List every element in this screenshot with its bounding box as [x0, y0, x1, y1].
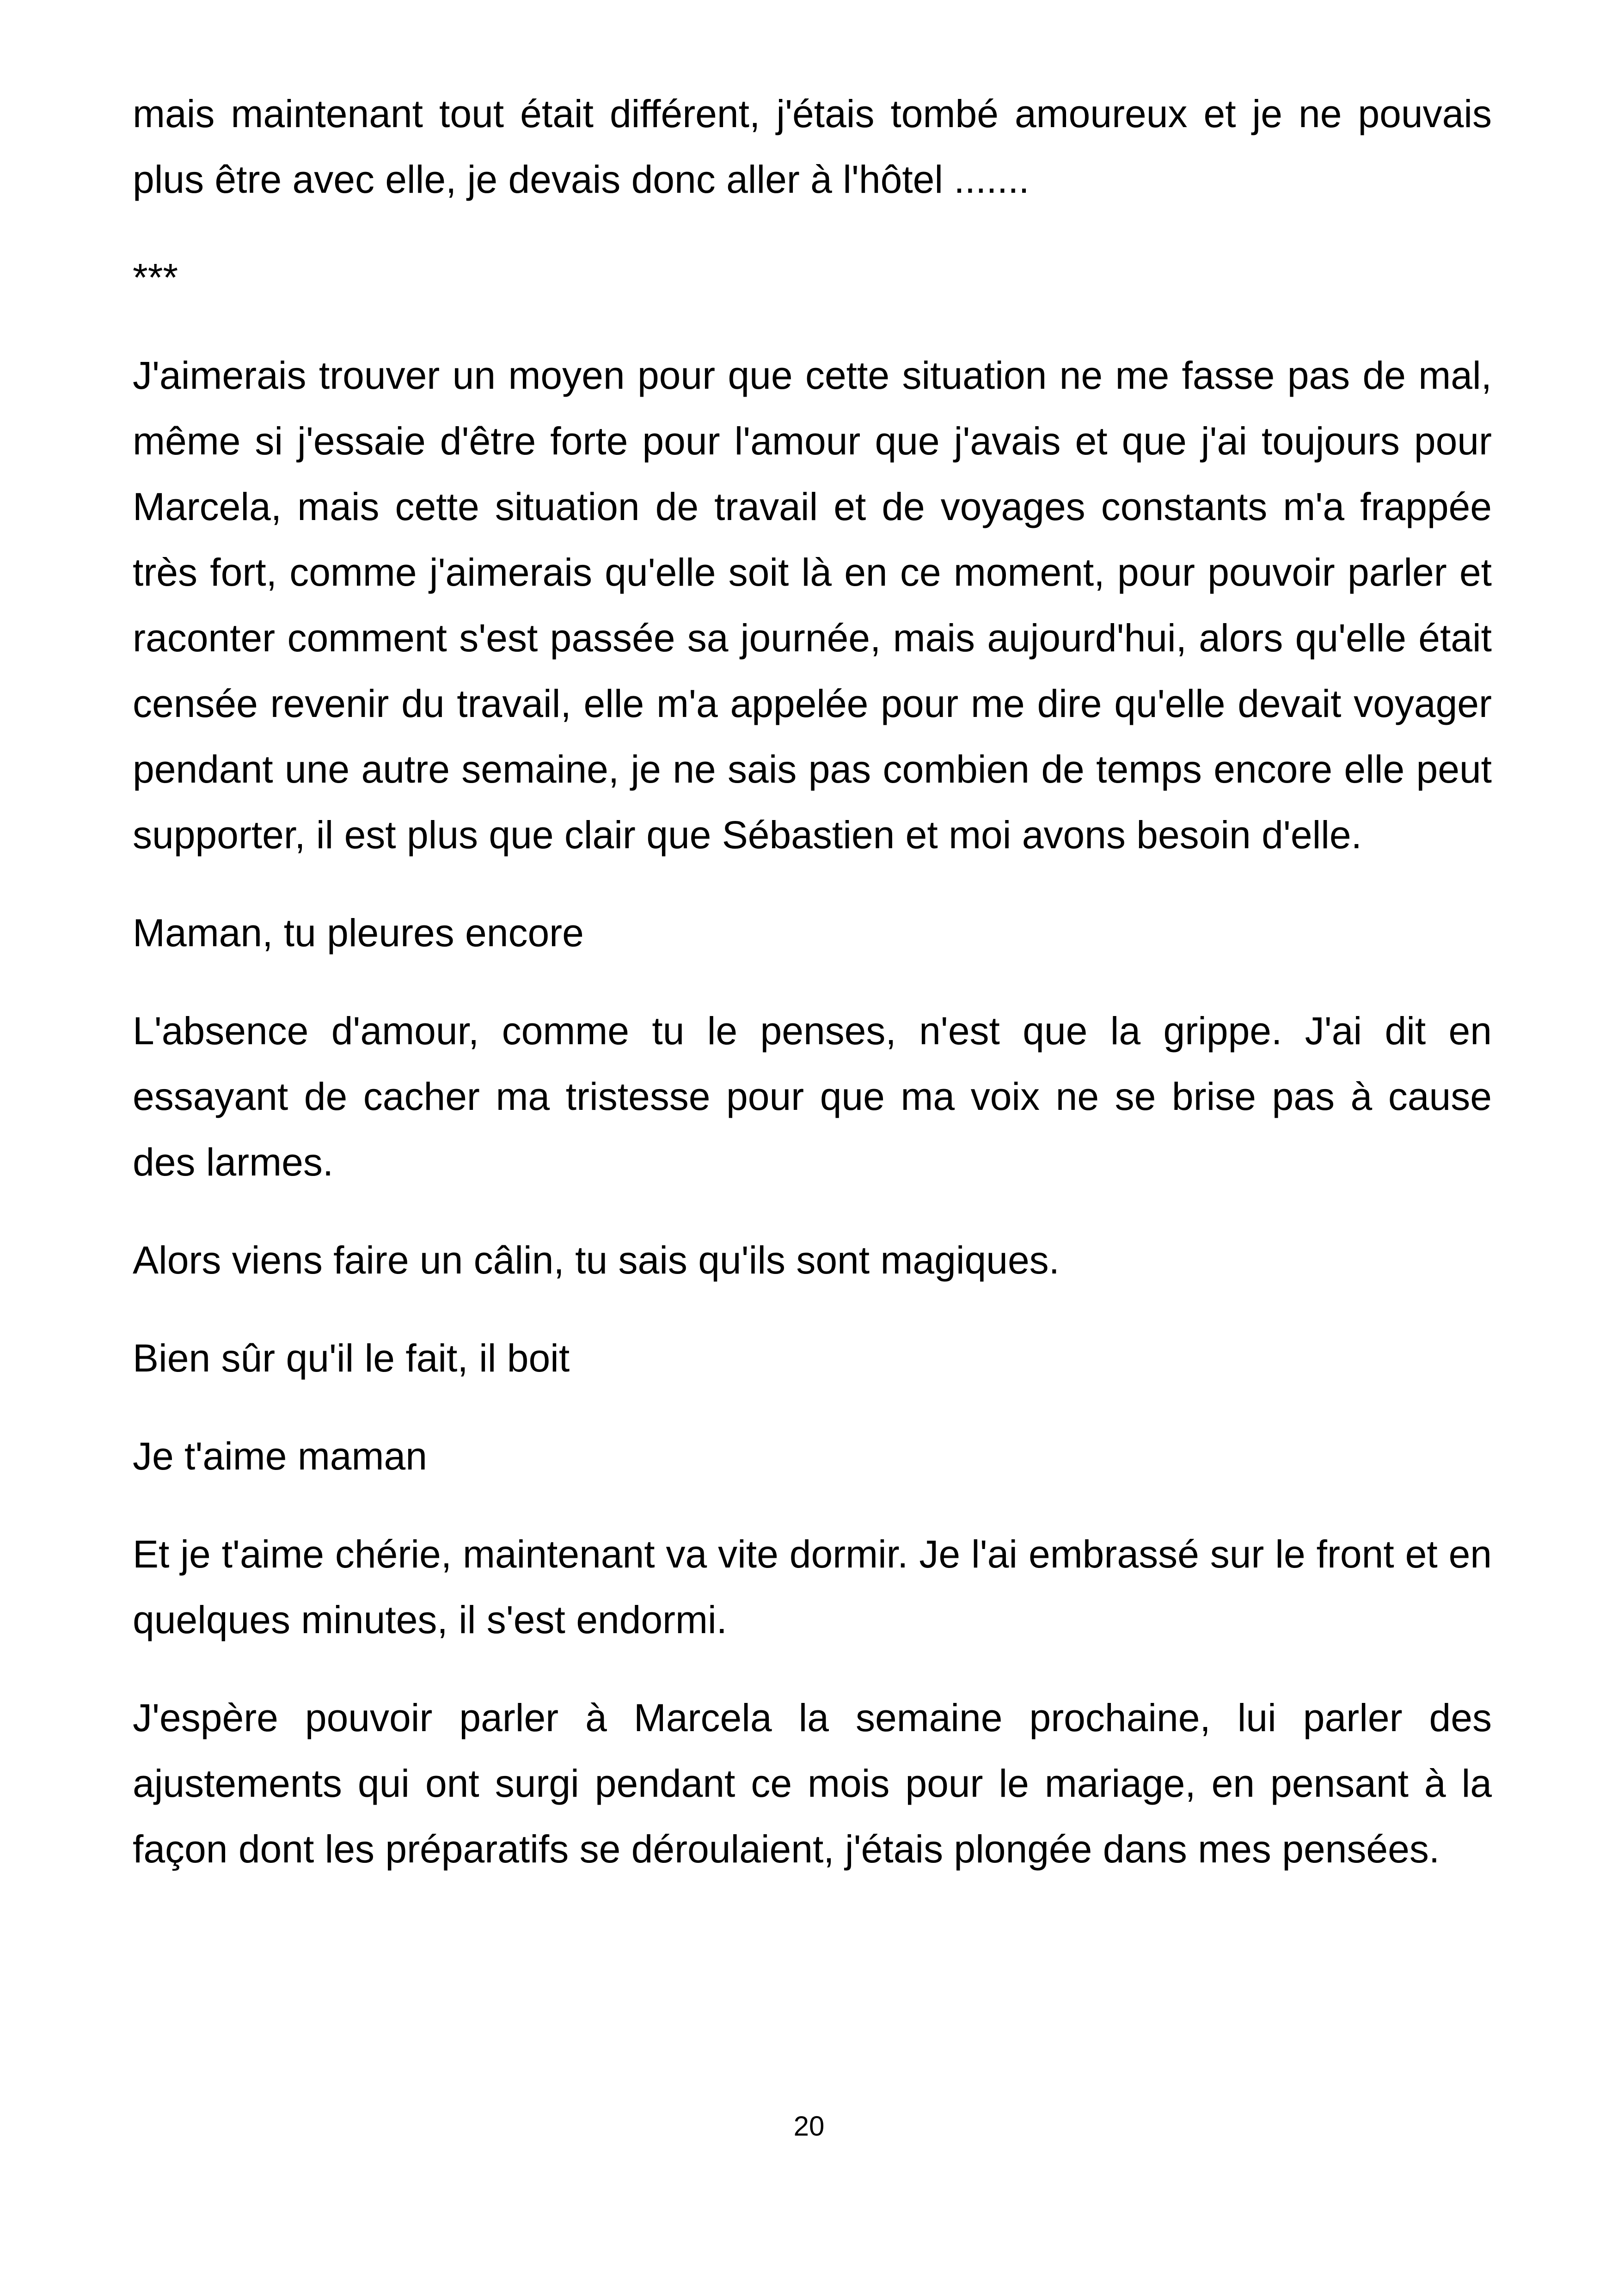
paragraph-4: L'absence d'amour, comme tu le penses, n'est que la grippe. J'ai dit en essayant de cacher ma tristesse pour que ma voix ne se brise pas à cause des larmes. — [133, 1009, 1492, 1184]
body-text — [133, 81, 1492, 1882]
paragraph-3: Maman, tu pleures encore — [133, 911, 584, 955]
paragraph-7: Je t'aime maman — [133, 1434, 427, 1478]
paragraph-1: mais maintenant tout était différent, j'étais tombé amoureux et je ne pouvais plus être avec elle, je devais donc aller à l'hôtel ....... — [133, 92, 1492, 201]
paragraph-6: Bien sûr qu'il le fait, il boit — [133, 1336, 570, 1380]
section-separator: *** — [133, 256, 178, 299]
paragraph-2: J'aimerais trouver un moyen pour que cette situation ne me fasse pas de mal, même si j'essaie d'être forte pour l'amour que j'avais et que j'ai toujours pour Marcela, mais cette situation de travail et de voyages constants m'a frappée très fort, comme j'aimerais qu'elle soit là en ce moment, pour pouvoir parler et raconter comment s'est passée sa journée, mais aujourd'hui, alors qu'elle était censée revenir du travail, elle m'a appelée pour me dire qu'elle devait voyager pendant une autre semaine, je ne sais pas combien de temps encore elle peut supporter, il est plus que clair que Sébastien et moi avons besoin d'elle. — [133, 354, 1492, 857]
paragraph-9: J'espère pouvoir parler à Marcela la semaine prochaine, lui parler des ajustements qui ont surgi pendant ce mois pour le mariage, en pensant à la façon dont les préparatifs se déroulaient, j'étais plongée dans mes pensées. — [133, 1696, 1492, 1871]
paragraph-8: Et je t'aime chérie, maintenant va vite dormir. Je l'ai embrassé sur le front et en quelques minutes, il s'est endormi. — [133, 1532, 1492, 1641]
page-number: 20 — [793, 2111, 825, 2142]
paragraph-5: Alors viens faire un câlin, tu sais qu'ils sont magiques. — [133, 1238, 1060, 1282]
